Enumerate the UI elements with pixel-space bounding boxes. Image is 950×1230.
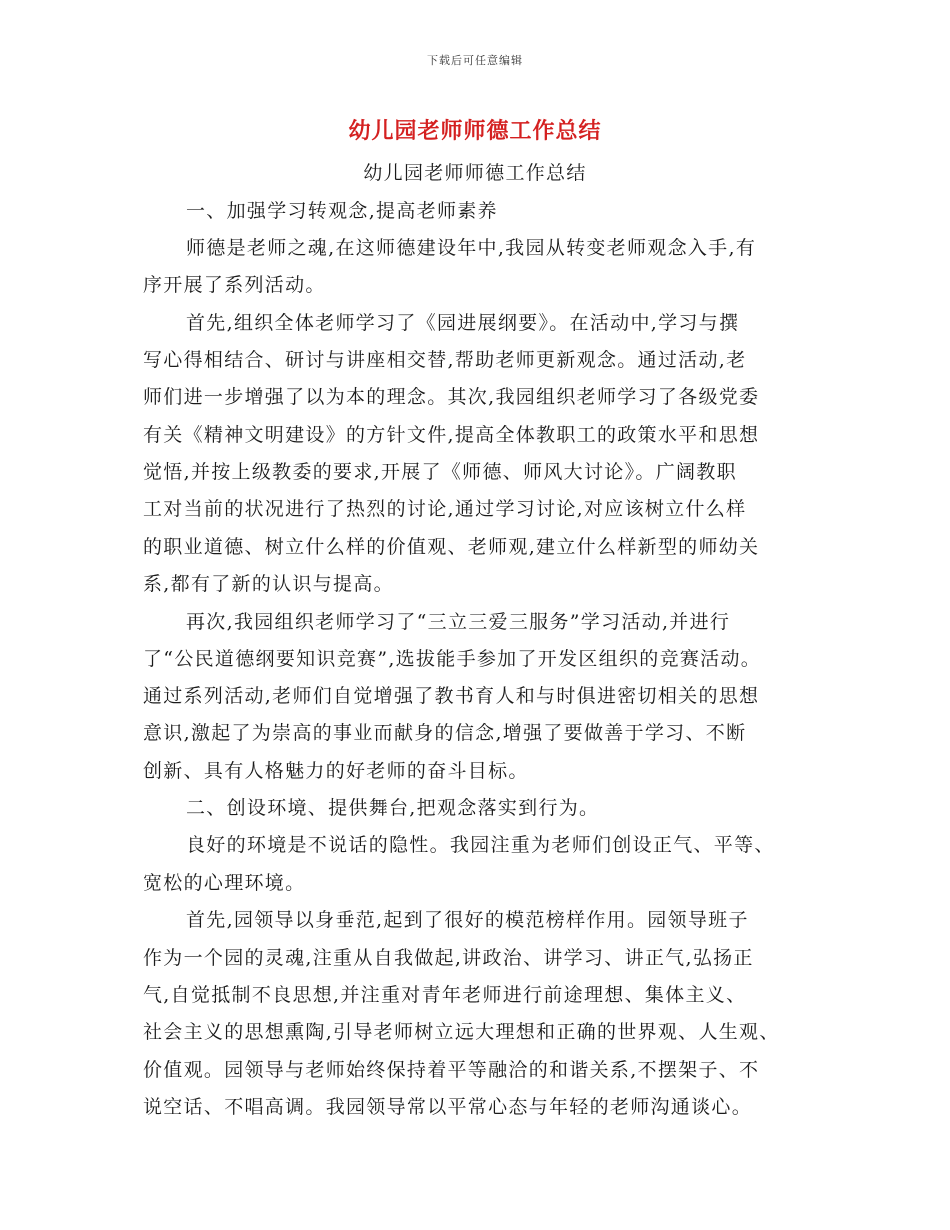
paragraph-line: 工对当前的状况进行了热烈的讨论,通过学习讨论,对应该树立什么样 [143, 498, 747, 520]
paragraph-line: 价值观。园领导与老师始终保持着平等融洽的和谐关系,不摆架子、不 [143, 1059, 760, 1081]
paragraph-line: 的职业道德、树立什么样的价值观、老师观,建立什么样新型的师幼关 [143, 536, 760, 558]
paragraph-line: 写心得相结合、研讨与讲座相交替,帮助老师更新观念。通过活动,老 [143, 349, 747, 371]
document-subtitle: 幼儿园老师师德工作总结 [363, 162, 587, 184]
paragraph-line: 觉悟,并按上级教委的要求,开展了《师德、师风大讨论》。广阔教职 [143, 461, 737, 483]
paragraph-line: 师德是老师之魂,在这师德建设年中,我园从转变老师观念入手,有 [186, 237, 757, 259]
paragraph-line: 宽松的心理环境。 [143, 872, 306, 894]
paragraph-line: 社会主义的思想熏陶,引导老师树立远大理想和正确的世界观、人生观、 [143, 1021, 780, 1043]
paragraph-line: 师们进一步增强了以为本的理念。其次,我园组织老师学习了各级党委 [143, 386, 760, 408]
page-header: 下载后可任意编辑 [427, 54, 523, 67]
paragraph-line: 序开展了系列活动。 [143, 274, 326, 296]
paragraph-line: 了“公民道德纲要知识竞赛”,选拔能手参加了开发区组织的竞赛活动。 [143, 648, 762, 670]
paragraph-line: 首先,组织全体老师学习了《园进展纲要》。在活动中,学习与撰 [186, 312, 740, 334]
paragraph-line: 再次,我园组织老师学习了“三立三爱三服务”学习活动,并进行 [186, 611, 731, 633]
paragraph-line: 通过系列活动,老师们自觉增强了教书育人和与时俱进密切相关的思想 [143, 685, 760, 707]
paragraph-line: 首先,园领导以身垂范,起到了很好的模范榜样作用。园领导班子 [186, 909, 749, 931]
paragraph-line: 气,自觉抵制不良思想,并注重对青年老师进行前途理想、集体主义、 [143, 984, 747, 1006]
document-title: 幼儿园老师师德工作总结 [348, 119, 602, 144]
section-heading: 一、加强学习转观念,提高老师素养 [186, 200, 498, 222]
paragraph-line: 创新、具有人格魅力的好老师的奋斗目标。 [143, 760, 529, 782]
paragraph-line: 有关《精神文明建设》的方针文件,提高全体教职工的政策水平和思想 [143, 424, 760, 446]
paragraph-line: 良好的环境是不说话的隐性。我园注重为老师们创设正气、平等、 [186, 834, 775, 856]
paragraph-line: 说空话、不唱高调。我园领导常以平常心态与年轻的老师沟通谈心。 [143, 1096, 753, 1118]
paragraph-line: 意识,激起了为崇高的事业而献身的信念,增强了要做善于学习、不断 [143, 722, 747, 744]
section-heading: 二、创设环境、提供舞台,把观念落实到行为。 [186, 797, 600, 819]
paragraph-line: 系,都有了新的认识与提高。 [143, 573, 394, 595]
paragraph-line: 作为一个园的灵魂,注重从自我做起,讲政治、讲学习、讲正气,弘扬正 [143, 947, 754, 969]
